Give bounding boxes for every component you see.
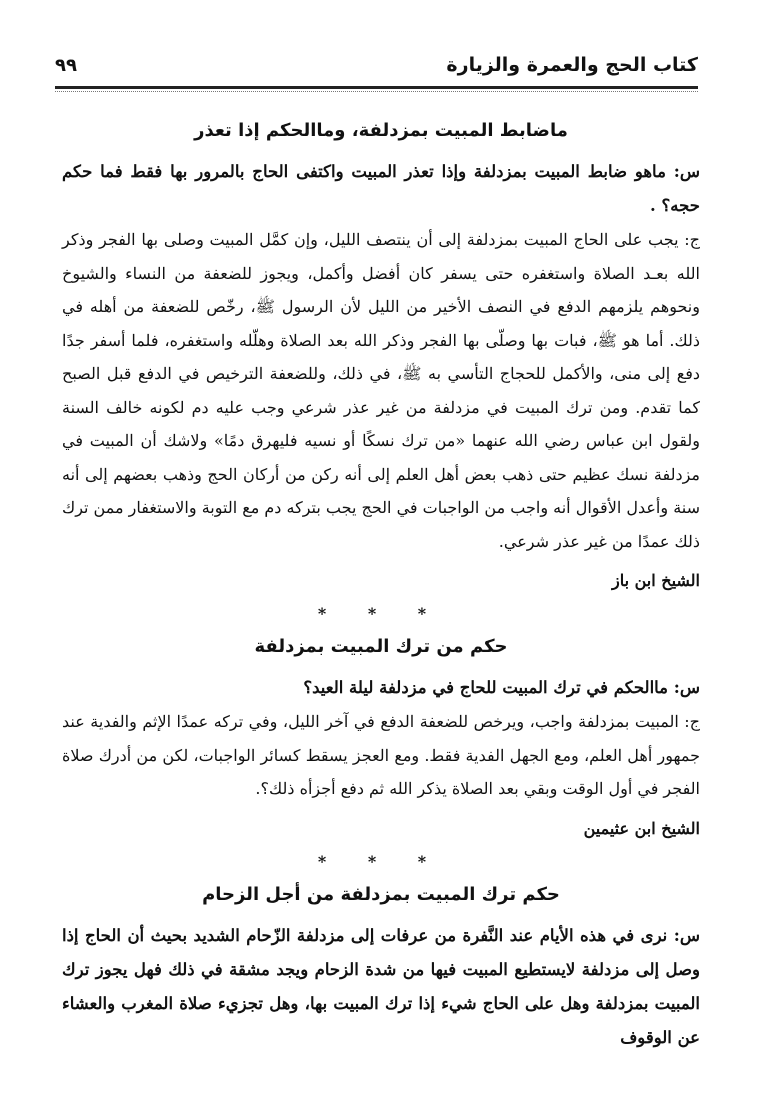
answer-text: ج: المبيت بمزدلفة واجب، ويرخص للضعفة الدفع في آخر الليل، وفي تركه عمدًا الإثم والفدية عند جمهور أهل العلم، ومع الجهل الفدية فقط. ومع العجز يسقط كسائر الواجبات، لكن من أدرك صلاة الفجر في أول الوقت وبقي بعد الصلاة يذكر الله ثم دفع أجزأه ذلك؟. <box>62 712 700 798</box>
section-heading: حكم من ترك المبيت بمزدلفة <box>254 636 508 657</box>
section-separator: * * * <box>317 851 445 871</box>
question-text: س: ماالحكم في ترك المبيت للحاج في مزدلفة ليلة العيد؟ <box>303 678 700 697</box>
page-header <box>55 48 698 82</box>
section-heading: ماضابط المبيت بمزدلفة، وماالحكم إذا تعذر <box>194 120 568 141</box>
page-number: ٩٩ <box>55 54 77 76</box>
author-signature: الشيخ ابن عثيمين <box>583 818 700 838</box>
answer-text: ج: يجب على الحاج المبيت بمزدلفة إلى أن ينتصف الليل، وإن كمَّل المبيت وصلى بها الفجر وذكر الله بعـد الصلاة واستغفره حتى يسفر كان أفضل وأكمل، ويجوز للضعفة من النساء والشيوخ ونحوهم يلزمهم الدفع في النصف الأخير من الليل لأن الرسول ﷺ، رخّص للضعفة من أهله في ذلك. أما هو ﷺ، فبات بها وصلّى بها الفجر وذكر الله بعد الصلاة وهلّله واستغفره، فلما أسفر جدًا دفع إلى منى، والأكمل للحجاج التأسي به ﷺ، في ذلك، وللضعفة الترخيص في الدفع قبل الصبح كما تقدم. ومن ترك المبيت في مزدلفة من غير عذر شرعي وجب عليه دم لكونه خالف السنة ولقول ابن عباس رضي الله عنهما «من ترك نسكًا أو نسيه فليهرق دمًا» ولاشك أن المبيت في مزدلفة نسك عظيم حتى ذهب بعض أهل العلم إلى أنه ركن من أركان الحج وذهب بعضهم إلى أنه سنة وأعدل الأقوال أنه واجب من الواجبات في الحج يجب بتركه دم مع التوبة والاستغفار ممن ترك ذلك عمدًا من غير عذر شرعي. <box>62 230 700 551</box>
section-separator: * * * <box>317 604 445 623</box>
question-text: س: ماهو ضابط المبيت بمزدلفة وإذا تعذر المبيت واكتفى الحاج بالمرور بها فقط فما حكم حجه؟ . <box>62 162 700 215</box>
author-signature: الشيخ ابن باز <box>611 571 700 590</box>
question-text: س: نرى في هذه الأيام عند النَّفرة من عرفات إلى مزدلفة الزّحام الشديد بحيث أن الحاج إذا وصل إلى مزدلفة لايستطيع المبيت فيها من شدة الزحام ويجد مشقة في ذلك فهل يجوز ترك المبيت بمزدلفة وهل على الحاج شيء إذا ترك المبيت بها، وهل تجزيء صلاة المغرب والعشاء عن الوقوف <box>62 925 700 1047</box>
section-heading: حكم ترك المبيت بمزدلفة من أجل الزحام <box>202 883 560 905</box>
header-rule <box>55 86 698 89</box>
header-dotted-rule <box>55 91 698 92</box>
book-title: كتاب الحج والعمرة والزيارة <box>446 54 698 76</box>
page-content <box>62 120 700 1055</box>
